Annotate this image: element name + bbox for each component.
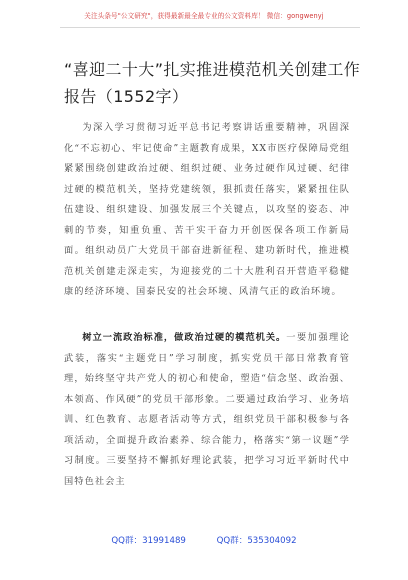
body-paragraph-political [64, 328, 350, 492]
paragraph-lead-heading: 树立一流政治标准，做政治过硬的模范机关。 [82, 332, 287, 343]
body-paragraph-intro [64, 118, 350, 303]
paragraph-text: 为深入学习贯彻习近平总书记考察讲话重要精神，巩固深化“不忘初心、牢记使命”主题教育成果，XX市医疗保障局党组紧紧围绕创建政治过硬、组织过硬、业务过硬作风过硬、纪律过硬的模范机关，坚持党建统领，狠抓责任落实，紧紧扭住队伍建设、组织建设、加强发展三个关键点，以攻坚的姿态、冲刺的节奏，知重负重、苦干实干奋力开创医保各项工作新局面。组织动员广大党员干部奋进新征程、建功新时代，推进模范机关创建走深走实，为迎接党的二十大胜利召开营造平稳健康的经济环境、国泰民安的社会环境、风清气正的政治环境。 [64, 122, 350, 297]
document-title: “喜迎二十大”扎实推进模范机关创建工作报告（1552字） [64, 60, 361, 106]
header-divider [60, 27, 360, 28]
footer-qq-groups [0, 534, 408, 546]
qq-group-2: QQ群：535304092 [216, 536, 297, 546]
qq-group-1: QQ群：31991489 [111, 536, 186, 546]
paragraph-text: 一要加强理论武装，落实“主题党日”学习制度，抓实党员干部日常教育管理，始终坚守共产党人的初心和使命，塑造“信念坚、政治强、本领高、作风硬”的党员干部形象。二要通过政治学习、业务培训、红色教育、志愿者活动等方式，组织党员干部积极参与各项活动，全面提升政治素养、综合能力，格落实“第一议题”学习制度。三要坚持不懈抓好理论武装，把学习习近平新时代中国特色社会主 [64, 332, 350, 487]
header-promo-note: 关注头条号"公文研究"，获得最新最全最专业的公文资料库！ 微信：gongwenyj [84, 12, 324, 20]
